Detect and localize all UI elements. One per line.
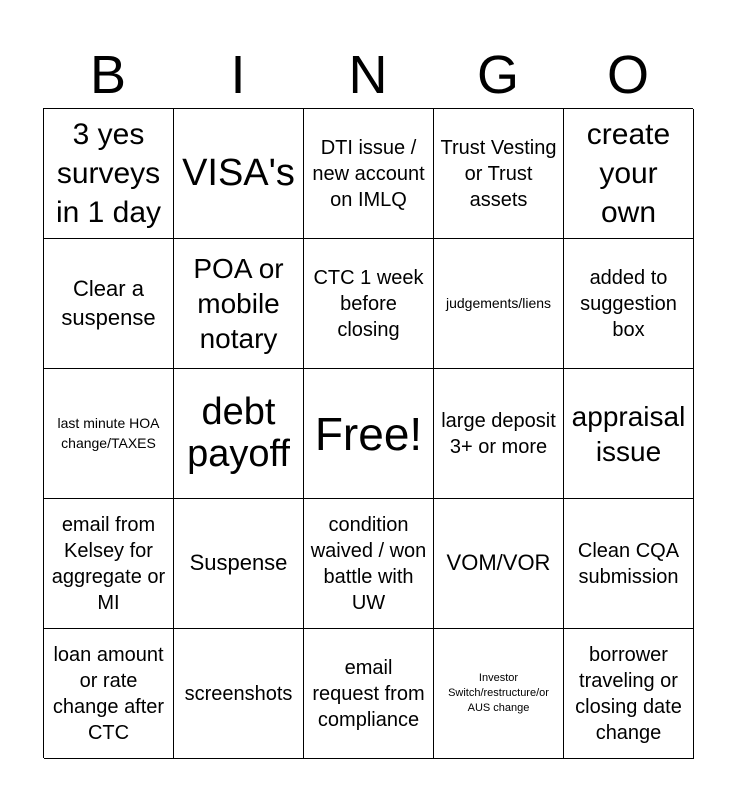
bingo-cell[interactable]: CTC 1 week before closing <box>304 239 434 369</box>
bingo-cell[interactable]: Clear a suspense <box>44 239 174 369</box>
header-letter-g: G <box>476 45 519 105</box>
bingo-cell[interactable]: email from Kelsey for aggregate or MI <box>44 499 174 629</box>
bingo-cell[interactable]: 3 yes surveys in 1 day <box>44 109 174 239</box>
bingo-cell[interactable]: screenshots <box>174 629 304 759</box>
bingo-cell[interactable]: VOM/VOR <box>434 499 564 629</box>
bingo-cell[interactable]: loan amount or rate change after CTC <box>44 629 174 759</box>
bingo-cell[interactable]: large deposit 3+ or more <box>434 369 564 499</box>
bingo-cell[interactable]: Clean CQA submission <box>564 499 694 629</box>
bingo-cell[interactable]: Trust Vesting or Trust assets <box>434 109 564 239</box>
bingo-cell[interactable]: DTI issue / new account on IMLQ <box>304 109 434 239</box>
header-letter-i: I <box>230 45 246 105</box>
bingo-cell[interactable]: borrower traveling or closing date change <box>564 629 694 759</box>
bingo-cell[interactable]: appraisal issue <box>564 369 694 499</box>
bingo-header <box>43 42 693 108</box>
bingo-cell[interactable]: last minute HOA change/TAXES <box>44 369 174 499</box>
bingo-cell[interactable]: email request from compliance <box>304 629 434 759</box>
bingo-board <box>43 108 693 758</box>
bingo-cell[interactable]: VISA's <box>174 109 304 239</box>
bingo-cell[interactable]: added to suggestion box <box>564 239 694 369</box>
bingo-cell[interactable]: POA or mobile notary <box>174 239 304 369</box>
bingo-cell[interactable]: condition waived / won battle with UW <box>304 499 434 629</box>
header-letter-n: N <box>348 45 388 105</box>
header-letter-b: B <box>89 45 127 105</box>
bingo-cell[interactable]: Suspense <box>174 499 304 629</box>
free-space[interactable]: Free! <box>304 369 434 499</box>
bingo-cell[interactable]: create your own <box>564 109 694 239</box>
bingo-cell[interactable]: Investor Switch/restructure/or AUS change <box>434 629 564 759</box>
header-letter-o: O <box>606 45 649 105</box>
bingo-cell[interactable]: debt payoff <box>174 369 304 499</box>
bingo-cell[interactable]: judgements/liens <box>434 239 564 369</box>
